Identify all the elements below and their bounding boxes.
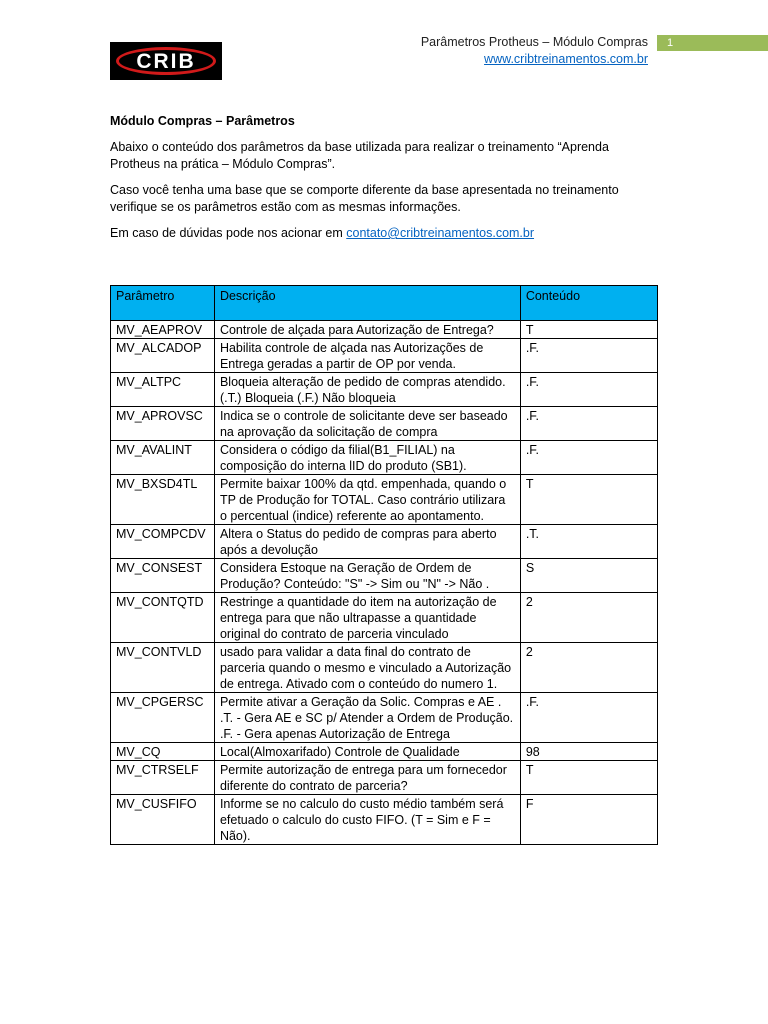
header-parametro: Parâmetro [111, 286, 215, 321]
parameters-table [110, 285, 658, 845]
cell-descricao [214, 795, 520, 845]
cell-conteudo: .T. [520, 525, 657, 559]
cell-parametro: MV_AVALINT [111, 441, 215, 475]
cell-descricao [214, 559, 520, 593]
table-row [111, 339, 658, 373]
crib-logo [110, 42, 222, 80]
description-line: (.T.) Bloqueia (.F.) Não bloqueia [219, 391, 396, 405]
table-row [111, 559, 658, 593]
cell-conteudo: 2 [520, 643, 657, 693]
table-row [111, 643, 658, 693]
description-line: .T. - Gera AE e SC p/ Atender a Ordem de Produção. [219, 711, 514, 725]
description-line: Altera o Status do pedido de compras para aberto após a devolução [219, 527, 497, 557]
table-row [111, 441, 658, 475]
cell-descricao [214, 593, 520, 643]
cell-descricao [214, 693, 520, 743]
cell-conteudo: T [520, 321, 657, 339]
base-note-paragraph: Caso você tenha uma base que se comporte diferente da base apresentada no treinamento verifique se os parâmetros estão com as mesmas informações. [110, 183, 619, 214]
description-line: Permite ativar a Geração da Solic. Compras e AE . [219, 695, 502, 709]
description-line: Restringe a quantidade do item na autorização de entrega para que não ultrapasse a quantidade original do contrato de parceria vinculado [219, 595, 497, 641]
table-row [111, 525, 658, 559]
header-conteudo: Conteúdo [520, 286, 657, 321]
table-row [111, 795, 658, 845]
cell-parametro: MV_CPGERSC [111, 693, 215, 743]
page-number: 1 [657, 35, 768, 51]
table-row [111, 693, 658, 743]
description-line: Local(Almoxarifado) Controle de Qualidade [219, 745, 460, 759]
description-line: Informe se no calculo do custo médio também será efetuado o calculo do custo FIFO. (T = Sim e F = Não). [219, 797, 504, 843]
description-line: Considera Estoque na Geração de Ordem de Produção? Conteúdo: "S" -> Sim ou "N" -> Não . [219, 561, 490, 591]
description-line: Considera o código da filial(B1_FILIAL) na composição do interna lID do produto (SB1). [219, 443, 467, 473]
contact-prefix: Em caso de dúvidas pode nos acionar em [110, 226, 347, 240]
intro-paragraph: Abaixo o conteúdo dos parâmetros da base utilizada para realizar o treinamento “Aprenda Protheus na prática – Módulo Compras”. [110, 140, 609, 171]
cell-parametro: MV_CONSEST [111, 559, 215, 593]
header-descricao: Descrição [214, 286, 520, 321]
table-header-row [111, 286, 658, 321]
table-body [111, 321, 658, 845]
cell-descricao [214, 475, 520, 525]
description-line: Habilita controle de alçada nas Autorizações de Entrega geradas a partir de OP por venda. [219, 341, 484, 371]
cell-parametro: MV_ALTPC [111, 373, 215, 407]
description-line: .F. - Gera apenas Autorização de Entrega [219, 727, 450, 741]
cell-parametro: MV_CQ [111, 743, 215, 761]
cell-descricao [214, 743, 520, 761]
logo-text: CRIB [136, 49, 196, 73]
table-row [111, 743, 658, 761]
document-body [110, 113, 658, 251]
cell-conteudo: .F. [520, 339, 657, 373]
section-heading: Módulo Compras – Parâmetros [110, 114, 295, 128]
contact-email-link[interactable]: contato@cribtreinamentos.com.br [346, 226, 535, 240]
description-line: Indica se o controle de solicitante deve ser baseado na aprovação da solicitação de compra [219, 409, 508, 439]
cell-descricao [214, 525, 520, 559]
cell-conteudo: .F. [520, 693, 657, 743]
table-row [111, 321, 658, 339]
table-row [111, 593, 658, 643]
description-line: Permite baixar 100% da qtd. empenhada, quando o TP de Produção for TOTAL. Caso contrário utilizara o percentual (indice) referente ao apontamento. [219, 477, 507, 523]
cell-parametro: MV_CUSFIFO [111, 795, 215, 845]
cell-parametro: MV_CTRSELF [111, 761, 215, 795]
contact-paragraph [110, 225, 658, 242]
table-row [111, 475, 658, 525]
table-row [111, 373, 658, 407]
cell-descricao [214, 441, 520, 475]
header-title: Parâmetros Protheus – Módulo Compras [420, 35, 648, 49]
cell-descricao [214, 761, 520, 795]
cell-descricao [214, 373, 520, 407]
cell-conteudo: T [520, 475, 657, 525]
cell-parametro: MV_BXSD4TL [111, 475, 215, 525]
logo-ring [116, 47, 216, 75]
cell-conteudo: .F. [520, 407, 657, 441]
cell-parametro: MV_CONTVLD [111, 643, 215, 693]
cell-conteudo: .F. [520, 373, 657, 407]
cell-conteudo: 2 [520, 593, 657, 643]
cell-parametro: MV_APROVSC [111, 407, 215, 441]
cell-conteudo: 98 [520, 743, 657, 761]
cell-conteudo: F [520, 795, 657, 845]
cell-conteudo: S [520, 559, 657, 593]
description-line: Bloqueia alteração de pedido de compras atendido. [219, 375, 506, 389]
cell-parametro: MV_CONTQTD [111, 593, 215, 643]
cell-conteudo: T [520, 761, 657, 795]
cell-parametro: MV_ALCADOP [111, 339, 215, 373]
description-line: Controle de alçada para Autorização de Entrega? [219, 323, 494, 337]
cell-descricao [214, 643, 520, 693]
table-row [111, 761, 658, 795]
header-url-link[interactable]: www.cribtreinamentos.com.br [484, 52, 648, 66]
description-line: Permite autorização de entrega para um fornecedor diferente do contrato de parceria? [219, 763, 507, 793]
cell-parametro: MV_AEAPROV [111, 321, 215, 339]
cell-parametro: MV_COMPCDV [111, 525, 215, 559]
cell-descricao [214, 339, 520, 373]
description-line: usado para validar a data final do contrato de parceria quando o mesmo e vinculado a Autorização de entrega. Ativado com o conteúdo do numero 1. [219, 645, 512, 691]
cell-conteudo: .F. [520, 441, 657, 475]
cell-descricao [214, 321, 520, 339]
cell-descricao [214, 407, 520, 441]
table-row [111, 407, 658, 441]
